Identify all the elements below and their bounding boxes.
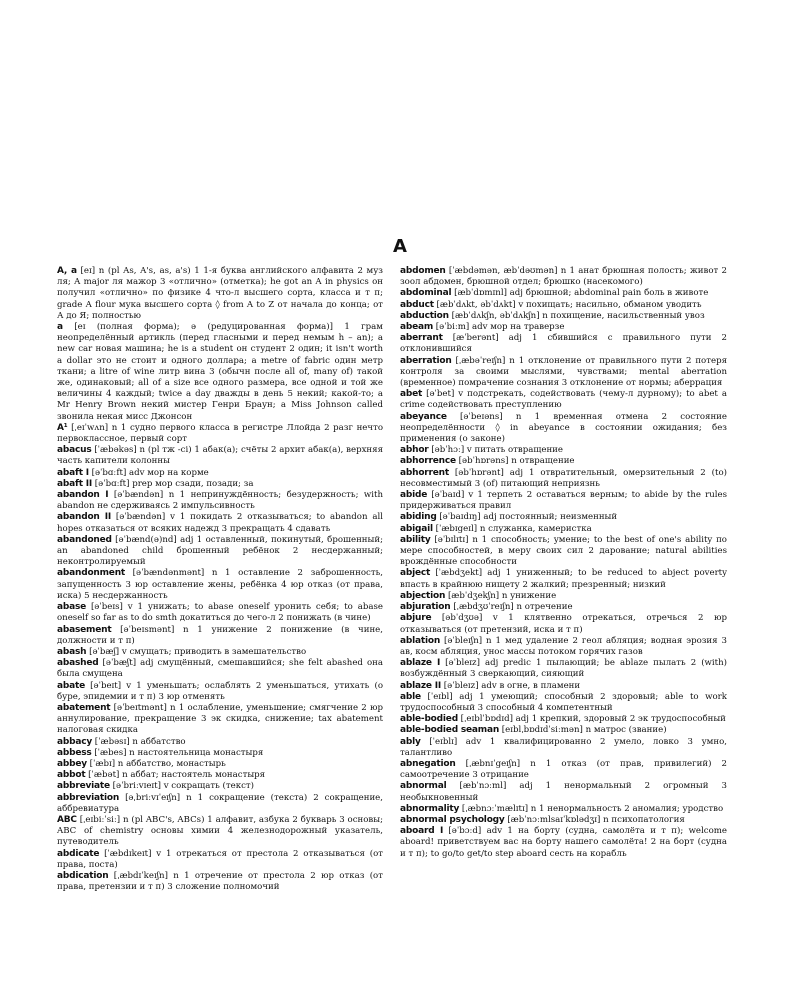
dictionary-entry: [57, 266, 383, 322]
entry-headword: able: [400, 691, 421, 702]
dictionary-entry: [57, 568, 383, 602]
entry-headword: abet: [400, 389, 423, 400]
dictionary-entry: [57, 647, 383, 658]
entry-headword: able-bodied seaman: [400, 725, 500, 736]
entry-definition: [ˈæbɪgeɪl] n служанка, камеристка: [432, 523, 592, 534]
dictionary-entry: [400, 524, 727, 535]
entry-headword: ABC: [57, 814, 77, 825]
entry-definition: [əˈbeɪs] v 1 унижать; to abase oneself уронить себя; to abase oneself so far as to do smth докатиться до чего-л 2 понижать (в чине): [57, 602, 383, 624]
dictionary-entry: [400, 602, 727, 613]
dictionary-entry: [400, 535, 727, 569]
entry-definition: [əˈbriːvɪeɪt] v сокращать (текст): [109, 781, 255, 792]
dictionary-entry: [400, 389, 727, 411]
entry-headword: abnegation: [400, 758, 456, 769]
entry-definition: [əˈbeɪtmənt] n 1 ослабление, уменьшение; смягчение 2 юр аннулирование, прекращение 3 эк скидка, снижение; tax abatement налоговая скидка: [57, 702, 383, 736]
entry-headword: abashed: [57, 658, 99, 669]
entry-headword: abdomen: [400, 266, 446, 276]
entry-definition: [əˈbiːm] adv мор на траверзе: [433, 322, 565, 333]
entry-definition: [ˌæbnɪˈgeɪʃn] n 1 отказ (от прав, привилегий) 2 самоотречение 3 отрицание: [400, 758, 727, 781]
entry-definition: [æbˈnɔːml] adj 1 ненормальный 2 огромный 3 необыкновенный: [400, 781, 727, 803]
entry-headword: able-bodied: [400, 714, 458, 725]
dictionary-entry: [400, 456, 727, 467]
entry-headword: abhorrence: [400, 456, 456, 467]
entry-headword: ably: [400, 736, 421, 747]
entry-headword: abdication: [57, 870, 109, 881]
entry-definition: [ˈæbəkəs] n (pl тж -ci) 1 абак(а); счёты 2 архит абак(а), верхняя часть капители колонны: [57, 445, 383, 467]
dictionary-entry: [57, 770, 383, 781]
entry-definition: [ˈeɪbl] adj 1 умеющий; способный 2 здоровый; able to work трудоспособный 3 способный 4 компетентный: [400, 691, 727, 713]
entry-definition: [æbˈdʌkt, əbˈdʌkt] v похищать; насильно, обманом уводить: [433, 299, 702, 310]
dictionary-entry: [57, 512, 383, 534]
entry-definition: [əˈbæʃt] adj смущённый, смешавшийся; she felt abashed она была смущена: [57, 658, 383, 680]
entry-definition: [ˌeɪˈwʌn] n 1 судно первого класса в регистре Ллойда 2 разг нечто первоклассное, первый сорт: [57, 422, 383, 445]
entry-definition: [æbˈdɒmɪnl] adj брюшной; abdominal pain боль в животе: [451, 288, 709, 299]
entry-headword: abjuration: [400, 602, 451, 613]
entry-definition: [əˈbet] v подстрекать, содействовать (чему-л дурному); to abet a crime содействовать преступлению: [400, 389, 727, 411]
dictionary-entry: [400, 266, 727, 288]
dictionary-entry: [400, 356, 727, 390]
entry-headword: abigail: [400, 523, 433, 534]
entry-headword: abbey: [57, 758, 87, 769]
entry-definition: [eɪblˌbɒdɪdˈsiːmən] n матрос (звание): [499, 725, 667, 736]
entry-headword: abacus: [57, 445, 92, 456]
entry-definition: [əˌbriːvɪˈeɪʃn] n 1 сокращение (текста) 2 сокращение, аббревиатура: [57, 792, 383, 814]
entry-definition: [ˌeɪblˈbɒdɪd] adj 1 крепкий, здоровый 2 эк трудоспособный: [457, 714, 726, 725]
entry-headword: a: [57, 322, 63, 333]
entry-definition: [əˈbɑːft] prep мор сзади, позади; за: [92, 478, 254, 489]
dictionary-entry: [400, 826, 727, 860]
entry-headword: ablation: [400, 635, 441, 646]
entry-definition: [ˈæbdəmən, æbˈdəʊmən] n 1 анат брюшная полость; живот 2 зоол абдомен, брюшной отдел; брюшко (насекомого): [400, 266, 727, 288]
entry-headword: abide: [400, 490, 428, 501]
entry-definition: [əbˈhɔː] v питать отвращение: [428, 445, 564, 456]
entry-definition: [əˈbeɪsmənt] n 1 унижение 2 понижение (в чине, должности и т п): [57, 624, 383, 646]
dictionary-entry: [57, 748, 383, 759]
dictionary-entry: [400, 737, 727, 759]
entry-headword: abandoned: [57, 534, 112, 545]
dictionary-entry: [400, 468, 727, 490]
dictionary-entry: [57, 793, 383, 815]
entry-definition: [ˈæbət] n аббат; настоятель монастыря: [85, 770, 266, 781]
entry-headword: abeyance: [400, 411, 447, 422]
entry-definition: [æˈberənt] adj 1 сбившийся с правильного пути 2 отклонившийся: [400, 333, 727, 355]
dictionary-entry: [400, 333, 727, 355]
entry-headword: abeam: [400, 322, 434, 333]
entry-headword: abbreviation: [57, 792, 120, 803]
entry-definition: [əˈbænd(ə)nd] adj 1 оставленный, покинутый, брошенный; an abandoned child брошенный ребёнок 2 несдержанный; неконтролируемый: [57, 534, 383, 568]
entry-headword: abandon I: [57, 490, 109, 501]
entry-headword: abdominal: [400, 288, 452, 299]
entry-definition: [ˌæbəˈreɪʃn] n 1 отклонение от правильного пути 2 потеря контроля за своими мыслями, чувствами; mental aberration (временное) помрачение сознания 3 отклонение от нормы; аберрация: [400, 355, 727, 389]
dictionary-entry: [57, 781, 383, 792]
entry-definition: [ˈæbɪ] n аббатство, монастырь: [86, 758, 226, 769]
entry-definition: [ˌæbdɪˈkeɪʃn] n 1 отречение от престола 2 юр отказ (от права, претензии и т п) 3 сложение полномочий: [57, 870, 383, 893]
entry-headword: abject: [400, 568, 431, 579]
dictionary-entry: [57, 490, 383, 512]
entry-headword: abnormal: [400, 781, 447, 792]
entry-definition: [əˈbændən] v 1 покидать 2 отказываться; to abandon all hopes отказаться от всяких надежд 3 прекращать 4 сдавать: [57, 512, 383, 534]
entry-headword: abduct: [400, 299, 434, 310]
dictionary-entry: [400, 815, 727, 826]
entry-definition: [əˈbeɪt] v 1 уменьшать; ослаблять 2 уменьшаться, утихать (о буре, эпидемии и т п) 3 юр отменять: [57, 680, 383, 702]
dictionary-entry: [57, 322, 383, 423]
entry-definition: [əˈbleɪz] adj predic 1 пылающий; be ablaze пылать 2 (with) возбуждённый 3 сверкающий, сияющий: [400, 658, 727, 680]
dictionary-entry: [400, 288, 727, 299]
dictionary-entry: [400, 322, 727, 333]
entry-headword: abnormality: [400, 803, 460, 814]
entry-definition: [ˌæbnɔːˈmælɪtɪ] n 1 ненормальность 2 аномалия; уродство: [459, 803, 724, 814]
entry-headword: abhor: [400, 445, 429, 456]
entry-headword: abhorrent: [400, 467, 449, 478]
entry-headword: aberrant: [400, 333, 443, 344]
entry-headword: aberration: [400, 355, 452, 366]
entry-definition: [ˈeɪblɪ] adv 1 квалифицированно 2 умело, ловко 3 умно, талантливо: [400, 736, 727, 758]
dictionary-entry: [57, 849, 383, 871]
entry-headword: abatement: [57, 702, 111, 713]
entry-definition: [əbˈhɒrənt] adj 1 отвратительный, омерзительный 2 (to) несовместимый 3 (of) питающий неприязнь: [400, 467, 727, 489]
dictionary-entry: [400, 613, 727, 635]
dictionary-entry: [57, 468, 383, 479]
entry-definition: [əˈbæʃ] v смущать; приводить в замешательство: [86, 646, 307, 657]
dictionary-entry: [400, 681, 727, 692]
dictionary-entry: [400, 412, 727, 446]
dictionary-entry: [57, 681, 383, 703]
entry-definition: [æbˈdʌkʃn, əbˈdʌkʃn] n похищение, насильственный увоз: [448, 310, 705, 321]
dictionary-entry: [57, 737, 383, 748]
entry-headword: abaft I: [57, 467, 89, 478]
dictionary-entry: [400, 725, 727, 736]
entry-headword: abbacy: [57, 736, 93, 747]
dictionary-entry: [400, 568, 727, 590]
entry-headword: abduction: [400, 310, 449, 321]
entry-definition: [əˈbleɪʃn] n 1 мед удаление 2 геол абляция; водная эрозия 3 ав, косм абляция, унос массы потоком горячих газов: [400, 635, 727, 657]
entry-headword: ability: [400, 534, 431, 545]
entry-definition: [əˈbɪlɪtɪ] n 1 способность; умение; to the best of one's ability по мере способностей, в меру своих сил 2 дарование; natural abilities врождённые способности: [400, 534, 727, 568]
dictionary-entry: [57, 703, 383, 737]
entry-headword: abandonment: [57, 568, 126, 579]
entry-definition: [əbˈdʒʊə] v 1 клятвенно отрекаться, отречься 2 юр отказываться (от претензий, иска и т п): [400, 613, 727, 635]
entry-definition: [ˈæbes] n настоятельница монастыря: [91, 747, 264, 758]
dictionary-entry: [400, 714, 727, 725]
dictionary-entry: [400, 591, 727, 602]
dictionary-entry: [400, 512, 727, 523]
entry-definition: [əˈbaɪdɪŋ] adj постоянный; неизменный: [436, 512, 618, 523]
dictionary-entry: [57, 625, 383, 647]
entry-definition: [ˈæbəsɪ] n аббатство: [92, 736, 186, 747]
entry-headword: abandon II: [57, 512, 111, 523]
entry-headword: abbreviate: [57, 781, 110, 792]
left-column: [57, 266, 383, 893]
entry-definition: [əbˈhɒrəns] n отвращение: [455, 456, 575, 467]
section-letter: A: [393, 236, 407, 257]
dictionary-entry: [57, 871, 383, 893]
entry-headword: abase: [57, 602, 87, 613]
dictionary-entry: [400, 692, 727, 714]
entry-definition: [əˈbændənmənt] n 1 оставление 2 заброшенность, запущенность 3 юр оставление жены, ребёнка 4 юр отказ (от права, иска) 5 несдержанность: [57, 568, 383, 601]
dictionary-entry: [57, 479, 383, 490]
entry-headword: aboard I: [400, 826, 444, 837]
entry-headword: abasement: [57, 624, 112, 635]
entry-headword: abbot: [57, 770, 86, 781]
dictionary-entry: [400, 658, 727, 680]
entry-headword: abate: [57, 680, 85, 691]
dictionary-entry: [57, 445, 383, 467]
entry-headword: A¹: [57, 422, 68, 433]
entry-headword: abdicate: [57, 848, 100, 859]
dictionary-entry: [400, 781, 727, 803]
entry-definition: [ˈæbdʒekt] adj 1 униженный; to be reduced to abject poverty впасть в крайнюю нищету 2 жалкий; презренный; низкий: [400, 568, 727, 590]
entry-headword: abash: [57, 646, 87, 657]
entry-definition: [ˌeɪbiːˈsiː] n (pl ABC's, ABCs) 1 алфавит, азбука 2 букварь 3 основы; ABC of chemistry основы химии 4 железнодорожный указатель, путеводитель: [57, 814, 383, 848]
entry-headword: A, a: [57, 266, 77, 276]
entry-headword: abjure: [400, 613, 432, 624]
entry-headword: abbess: [57, 747, 92, 758]
entry-definition: [eɪ (полная форма); ə (редуцированная форма)] 1 грам неопределённый артикль (перед гласными и перед немым h – an); a new car новая машина; he is a student он студент 2 один; it isn't worth a dollar это не стоит и одного доллара; a metre of fabric один метр ткани; a litre of wine литр вина 3 (обычн после all of, many of) такой же, одинаковый; all of a size все одного размера, все одной и той же величины 4 каждый; twice a day дважды в день 5 некий; какой-то; a Mr Henry Brown некий мистер Генри Браун; a Miss Johnson called звонила некая мисс Джонсон: [57, 322, 383, 422]
dictionary-entry: [57, 423, 383, 445]
entry-definition: [ˈæbdɪkeɪt] v 1 отрекаться от престола 2 отказываться (от права, поста): [57, 848, 383, 870]
entry-headword: ablaze II: [400, 680, 442, 691]
entry-headword: abnormal psychology: [400, 814, 505, 825]
entry-headword: abaft II: [57, 478, 93, 489]
dictionary-entry: [400, 445, 727, 456]
entry-definition: [æbˈnɔːmlsaɪˈkɒlədʒɪ] n психопатология: [504, 814, 685, 825]
dictionary-entry: [400, 636, 727, 658]
dictionary-entry: [400, 311, 727, 322]
entry-definition: [əˈbleɪz] adv в огне, в пламени: [441, 680, 581, 691]
dictionary-entry: [400, 300, 727, 311]
dictionary-entry: [400, 490, 727, 512]
dictionary-entry: [57, 658, 383, 680]
entry-headword: abiding: [400, 512, 437, 523]
right-column: [400, 266, 727, 860]
dictionary-entry: [57, 815, 383, 849]
entry-definition: [əˈbaɪd] v 1 терпеть 2 оставаться верным; to abide by the rules придерживаться правил: [400, 490, 727, 512]
entry-definition: [əˈbændən] n 1 непринуждённость; безудержность; with abandon не сдерживаясь 2 импульсивность: [57, 490, 383, 512]
dictionary-entry: [57, 535, 383, 569]
entry-definition: [ˌæbdʒʊˈreɪʃn] n отречение: [450, 602, 573, 613]
dictionary-entry: [400, 804, 727, 815]
entry-definition: [eɪ] n (pl As, A's, as, a's) 1 1-я буква английского алфавита 2 муз ля; A major ля мажор 3 «отлично» (отметка); he got an A in physics он получил «отлично» по физике 4 что-л высшего сорта, класса и т п; grade A flour мука высшего сорта ◊ from A to Z от начала до конца; от А до Я; полностью: [57, 266, 383, 321]
entry-definition: [əˈbeɪəns] n 1 временная отмена 2 состояние неопределённости ◊ in abeyance в состоянии ожидания; без применения (о законе): [400, 411, 727, 445]
entry-definition: [əˈbɑːft] adv мор на корме: [88, 467, 209, 478]
dictionary-entry: [57, 759, 383, 770]
dictionary-entry: [400, 759, 727, 781]
entry-headword: abjection: [400, 590, 446, 601]
entry-definition: [əˈbɔːd] adv 1 на борту (судна, самолёта и т п); welcome aboard! приветствуем вас на борту нашего самолёта! 2 на борт (судна и т п); to go/to get/to step aboard сесть на корабль: [400, 826, 727, 859]
entry-definition: [æbˈdʒekʃn] n унижение: [445, 590, 557, 601]
dictionary-entry: [57, 602, 383, 624]
entry-headword: ablaze I: [400, 658, 441, 669]
